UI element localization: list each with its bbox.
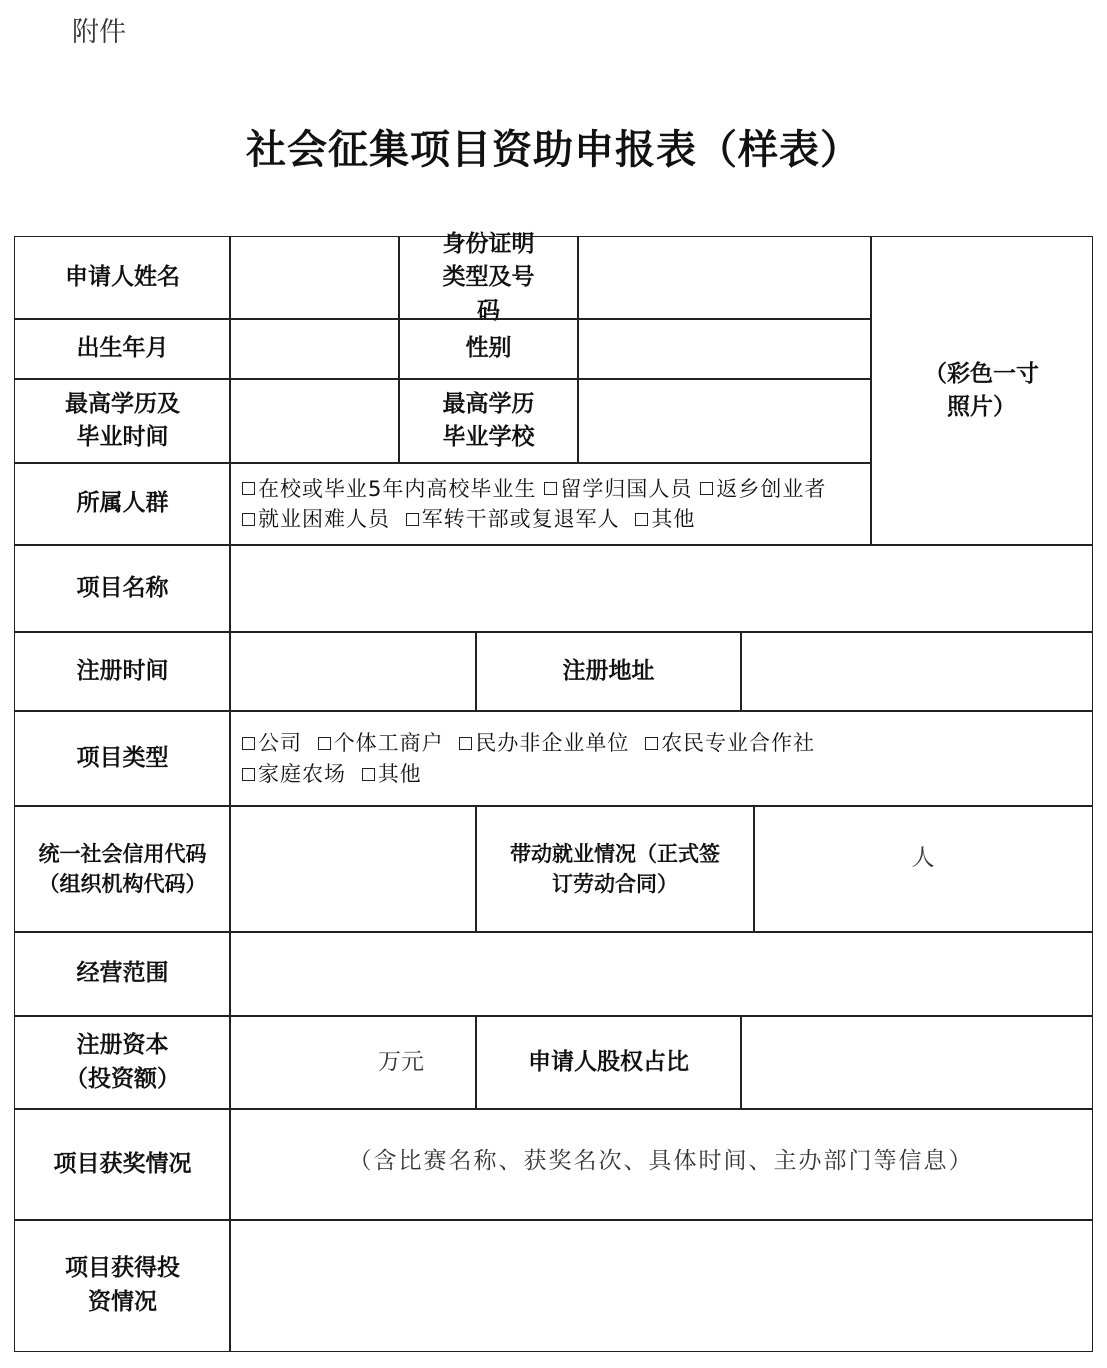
label-awards: 项目获奖情况 <box>14 1108 231 1221</box>
field-business-scope[interactable] <box>229 931 1093 1017</box>
checkbox-icon[interactable] <box>242 482 255 495</box>
label-project-type: 项目类型 <box>14 710 231 807</box>
checkbox-icon[interactable] <box>242 513 255 526</box>
field-gender[interactable] <box>577 318 872 380</box>
photo-placeholder[interactable]: （彩色一寸照片） <box>870 236 1093 546</box>
checkbox-icon[interactable] <box>635 513 648 526</box>
type-option-other[interactable]: 其他 <box>362 759 422 789</box>
label-equity: 申请人股权占比 <box>475 1015 742 1110</box>
label-edu-time: 最高学历及毕业时间 <box>14 378 231 464</box>
label-reg-time: 注册时间 <box>14 631 231 712</box>
checkbox-icon[interactable] <box>318 737 331 750</box>
field-edu-school[interactable] <box>577 378 872 464</box>
checkbox-icon[interactable] <box>645 737 658 750</box>
checkbox-icon[interactable] <box>362 768 375 781</box>
checkbox-icon[interactable] <box>700 482 713 495</box>
type-option-individual[interactable]: 个体工商户 <box>318 728 444 758</box>
checkbox-icon[interactable] <box>242 768 255 781</box>
field-awards[interactable] <box>229 1108 1093 1221</box>
label-gender: 性别 <box>398 318 579 380</box>
type-options <box>229 710 1093 807</box>
label-group: 所属人群 <box>14 462 231 546</box>
group-option-veteran[interactable]: 军转干部或复退军人 <box>406 504 620 534</box>
group-option-hardship[interactable]: 就业困难人员 <box>242 504 390 534</box>
attachment-label: 附件 <box>72 17 126 48</box>
awards-hint: （含比赛名称、获奖名次、具体时间、主办部门等信息） <box>348 1147 974 1174</box>
field-reg-address[interactable] <box>740 631 1093 712</box>
group-option-other[interactable]: 其他 <box>635 504 695 534</box>
field-reg-time[interactable] <box>229 631 477 712</box>
field-credit-code[interactable] <box>229 805 477 933</box>
field-reg-capital[interactable] <box>229 1015 477 1110</box>
field-equity[interactable] <box>740 1015 1093 1110</box>
group-option-graduate[interactable]: 在校或毕业5年内高校毕业生 <box>242 474 536 504</box>
field-applicant-name[interactable] <box>229 236 400 320</box>
checkbox-icon[interactable] <box>459 737 472 750</box>
label-business-scope: 经营范围 <box>14 931 231 1017</box>
field-id-type-number[interactable] <box>577 236 872 320</box>
group-option-hometown[interactable]: 返乡创业者 <box>700 474 826 504</box>
field-employment[interactable] <box>753 805 1093 933</box>
label-edu-school: 最高学历毕业学校 <box>398 378 579 464</box>
capital-unit: 万元 <box>378 1048 424 1075</box>
type-option-coop[interactable]: 农民专业合作社 <box>645 728 815 758</box>
field-birth[interactable] <box>229 318 400 380</box>
label-birth: 出生年月 <box>14 318 231 380</box>
form-title: 社会征集项目资助申报表（样表） <box>246 126 861 173</box>
type-option-nonprofit[interactable]: 民办非企业单位 <box>459 728 629 758</box>
field-investment[interactable] <box>229 1219 1093 1352</box>
label-investment: 项目获得投资情况 <box>14 1219 231 1352</box>
checkbox-icon[interactable] <box>242 737 255 750</box>
type-option-farm[interactable]: 家庭农场 <box>242 759 346 789</box>
field-project-name[interactable] <box>229 544 1093 633</box>
checkbox-icon[interactable] <box>544 482 557 495</box>
label-applicant-name: 申请人姓名 <box>14 236 231 320</box>
group-option-returnee[interactable]: 留学归国人员 <box>544 474 692 504</box>
label-employment: 带动就业情况（正式签订劳动合同） <box>475 805 755 933</box>
field-edu-time[interactable] <box>229 378 400 464</box>
employment-unit: 人 <box>911 845 935 872</box>
label-reg-address: 注册地址 <box>475 631 742 712</box>
label-credit-code: 统一社会信用代码（组织机构代码） <box>14 805 231 933</box>
type-option-company[interactable]: 公司 <box>242 728 302 758</box>
label-project-name: 项目名称 <box>14 544 231 633</box>
checkbox-icon[interactable] <box>406 513 419 526</box>
label-reg-capital: 注册资本（投资额） <box>14 1015 231 1110</box>
group-options <box>229 462 872 546</box>
label-id-type-number: 身份证明类型及号码 <box>398 236 579 320</box>
